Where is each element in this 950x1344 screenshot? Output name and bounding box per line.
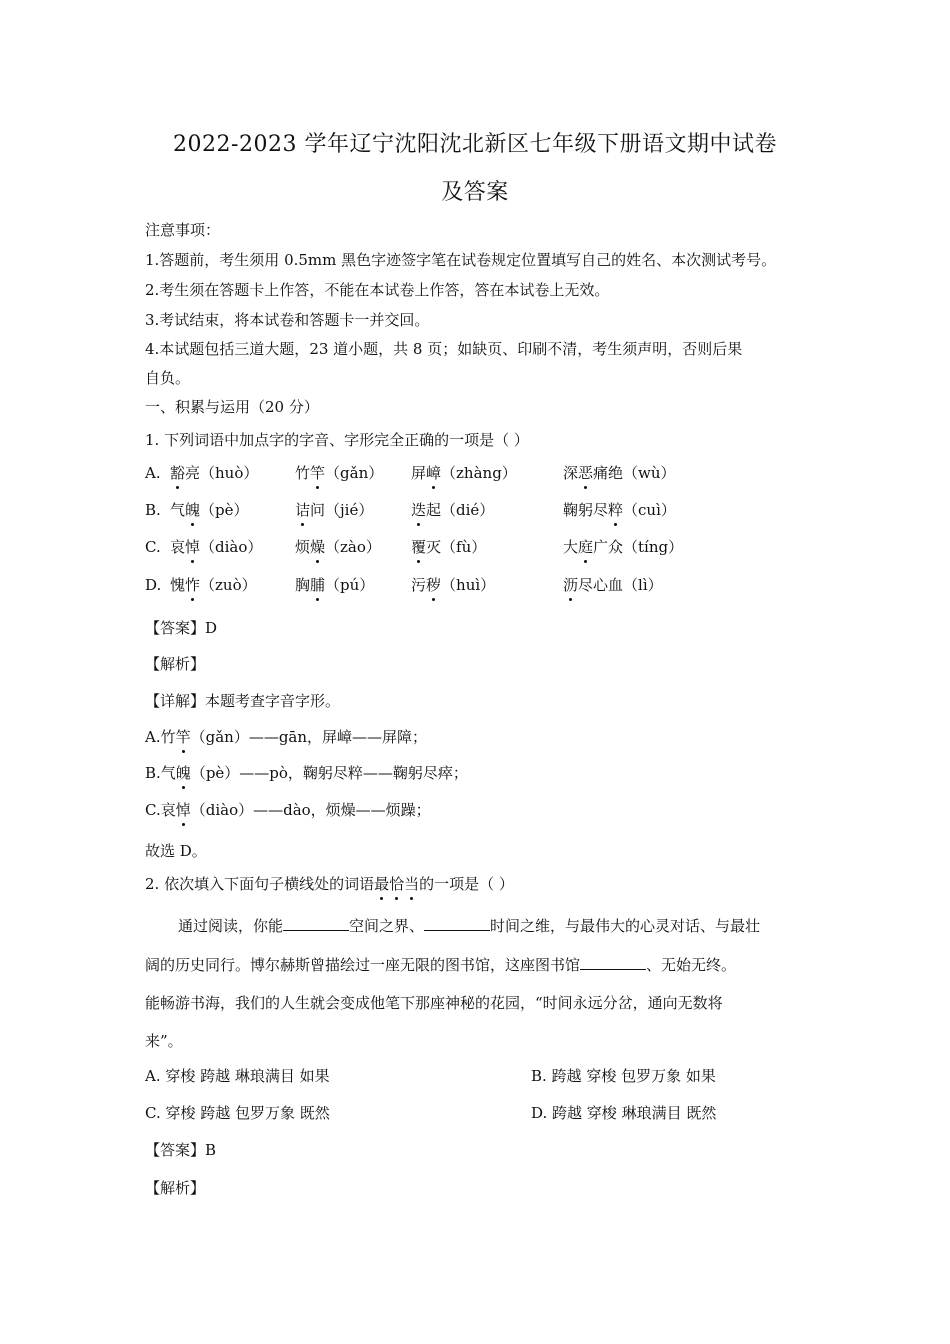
word-text: （huì） — [441, 576, 496, 594]
option-word — [411, 575, 495, 595]
word-text: 愧 — [170, 576, 186, 594]
passage-text: 、无始无终。 — [646, 956, 737, 974]
option-word — [170, 575, 257, 595]
emphasis-char: 粹 — [608, 501, 624, 519]
emphasis-char: 竿 — [310, 464, 326, 482]
passage-line-3: 能畅游书海，我们的人生就会变成他笔下那座神秘的花园，“时间永远分岔，通向无数将 — [145, 994, 723, 1012]
answer-label: 【答案】D — [145, 619, 218, 637]
option-label: A. — [145, 464, 161, 482]
word-text: （gǎn） — [325, 464, 384, 482]
word-text: 气 — [170, 501, 186, 519]
question-1-stem: 1. 下列词语中加点字的字音、字形完全正确的一项是（ ） — [145, 431, 529, 449]
emphasis-char: 豁 — [170, 464, 186, 482]
explanation-text: （pè）——pò，鞠躬尽粹——鞠躬尽瘁； — [190, 764, 468, 782]
explanation-line — [145, 800, 431, 820]
fill-blank-3 — [580, 955, 646, 970]
option-label: C. — [145, 538, 161, 556]
word-text: （pú） — [325, 576, 375, 594]
notice-heading: 注意事项： — [145, 221, 221, 239]
option-word — [563, 537, 683, 557]
emphasis-char: 竿 — [175, 728, 191, 746]
word-text: 屏 — [411, 464, 427, 482]
document-title-line2: 及答案 — [441, 180, 509, 205]
q2-option-a: A. 穿梭 跨越 琳琅满目 如果 — [145, 1067, 330, 1085]
emphasis-char: 脯 — [310, 576, 326, 594]
notice-item-1: 1.答题前，考生须用 0.5mm 黑色字迹签字笔在试卷规定位置填写自己的姓名、本次测试考号。 — [145, 251, 777, 269]
emphasis-char: 怍 — [185, 576, 201, 594]
emphasis-char: 覆 — [411, 538, 427, 556]
word-text: 烦 — [295, 538, 311, 556]
word-text: 痛绝（wù） — [593, 464, 676, 482]
word-text: （cuì） — [623, 501, 676, 519]
option-word — [170, 537, 262, 557]
option-word — [563, 500, 676, 520]
emphasis-char: 恶 — [578, 464, 594, 482]
word-text: 广众（tíng） — [593, 538, 684, 556]
conclusion: 故选 D。 — [145, 842, 207, 860]
option-word — [563, 575, 663, 595]
word-text: （diào） — [200, 538, 263, 556]
word-text: 哀 — [170, 538, 186, 556]
word-text: 问（jié） — [310, 501, 374, 519]
option-label: B. — [145, 501, 161, 519]
word-text: 竹 — [295, 464, 311, 482]
option-word — [411, 463, 517, 483]
emphasis-char: 悼 — [175, 801, 191, 819]
word-text: （zhàng） — [441, 464, 517, 482]
emphasis-char: 燥 — [310, 538, 326, 556]
explanation-text: B.气 — [145, 764, 176, 782]
word-text: 尽心血（lì） — [578, 576, 663, 594]
option-word — [295, 537, 381, 557]
emphasis-char: 迭 — [411, 501, 427, 519]
option-word — [170, 463, 258, 483]
question-2-stem — [145, 874, 514, 894]
word-text: 胸 — [295, 576, 311, 594]
answer-label-2: 【答案】B — [145, 1141, 217, 1159]
explanation-text: （diào）——dào，烦燥——烦躁； — [190, 801, 431, 819]
question-2-stem-post: 的一项是（ ） — [419, 875, 514, 893]
notice-item-4: 4.本试题包括三道大题，23 道小题，共 8 页；如缺页、印刷不清，考生须声明，否则后果 — [145, 340, 743, 358]
option-label: D. — [145, 576, 162, 594]
word-text: （zào） — [325, 538, 381, 556]
word-text: 污 — [411, 576, 427, 594]
emphasis-char: 魄 — [185, 501, 201, 519]
option-word — [170, 500, 249, 520]
emphasis-char: 悼 — [185, 538, 201, 556]
explanation-text: A.竹 — [145, 728, 176, 746]
emphasis-char: 沥 — [563, 576, 579, 594]
word-text: 灭（fù） — [426, 538, 487, 556]
q2-option-c: C. 穿梭 跨越 包罗万象 既然 — [145, 1104, 330, 1122]
option-word — [411, 500, 494, 520]
passage-text: 空间之界、 — [349, 917, 425, 935]
emphasis-char: 最 — [374, 875, 390, 893]
passage-text: 时间之维，与最伟大的心灵对话、与最壮 — [490, 917, 761, 935]
option-word — [295, 500, 373, 520]
emphasis-char: 嶂 — [426, 464, 442, 482]
section-heading: 一、积累与运用（20 分） — [145, 398, 319, 416]
word-text: （pè） — [200, 501, 249, 519]
analysis-label: 【解析】 — [145, 655, 206, 673]
word-text: 起（dié） — [426, 501, 495, 519]
document-title-line1: 2022-2023 学年辽宁沈阳沈北新区七年级下册语文期中试卷 — [173, 132, 777, 157]
word-text: （zuò） — [200, 576, 257, 594]
word-text: 鞠躬尽 — [563, 501, 609, 519]
emphasis-char: 恰 — [389, 875, 405, 893]
passage-text: 通过阅读，你能 — [178, 917, 284, 935]
passage-line-2 — [145, 955, 810, 975]
explanation-text: C.哀 — [145, 801, 176, 819]
fill-blank-2 — [424, 916, 490, 931]
fill-blank-1 — [283, 916, 349, 931]
q2-option-d: D. 跨越 穿梭 琳琅满目 既然 — [531, 1104, 717, 1122]
passage-line-1 — [178, 916, 843, 936]
notice-item-3: 3.考试结束，将本试卷和答题卡一并交回。 — [145, 311, 430, 329]
emphasis-char: 秽 — [426, 576, 442, 594]
word-text: 深 — [563, 464, 579, 482]
option-word — [563, 463, 676, 483]
word-text: 亮（huò） — [185, 464, 259, 482]
option-word — [295, 463, 383, 483]
explanation-text: （gǎn）——gān，屏嶂——屏障； — [190, 728, 428, 746]
explanation-line — [145, 763, 468, 783]
notice-item-4-cont: 自负。 — [145, 369, 191, 387]
word-text: 大 — [563, 538, 579, 556]
analysis-label-2: 【解析】 — [145, 1179, 206, 1197]
emphasis-char: 当 — [404, 875, 420, 893]
notice-item-2: 2.考生须在答题卡上作答，不能在本试卷上作答，答在本试卷上无效。 — [145, 281, 610, 299]
question-2-stem-pre: 2. 依次填入下面句子横线处的词语 — [145, 875, 375, 893]
emphasis-char: 诘 — [295, 501, 311, 519]
option-word — [411, 537, 486, 557]
q2-option-b: B. 跨越 穿梭 包罗万象 如果 — [531, 1067, 716, 1085]
emphasis-char: 魄 — [175, 764, 191, 782]
passage-line-4: 来”。 — [145, 1032, 183, 1050]
explanation-line — [145, 727, 427, 747]
option-word — [295, 575, 374, 595]
detail-label: 【详解】本题考查字音字形。 — [145, 692, 341, 710]
emphasis-char: 庭 — [578, 538, 594, 556]
passage-text: 阔的历史同行。博尔赫斯曾描绘过一座无限的图书馆，这座图书馆 — [145, 956, 581, 974]
